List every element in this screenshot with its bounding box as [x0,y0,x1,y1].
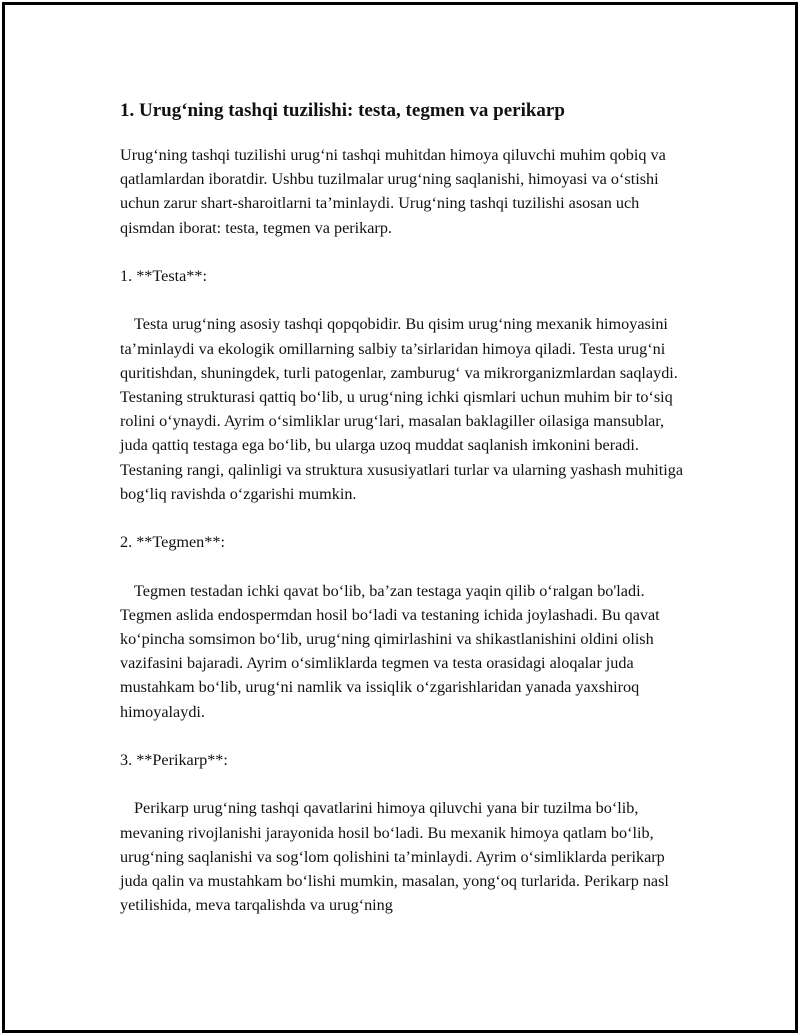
document-title: 1. Urug‘ning tashqi tuzilishi: testa, tegmen va perikarp [120,100,565,121]
section-body-testa [120,312,695,506]
section-body-perikarp [120,796,695,917]
intro-paragraph: Urug‘ning tashqi tuzilishi urug‘ni tashqi muhitdan himoya qiluvchi muhim qobiq va qatlamlardan iboratdir. Ushbu tuzilmalar urug‘ning saqlanishi, himoyasi va o‘stishi uchun zarur shart-sharoitlarni ta’minlaydi. Urug‘ning tashqi tuzilishi asosan uch qismdan iborat: testa, tegmen va perikarp. [120,146,666,237]
spacer [120,554,695,578]
section-heading-perikarp: 3. **Perikarp**: [120,751,228,769]
spacer [120,772,695,796]
spacer [120,506,695,530]
section-text-testa: Testa urug‘ning asosiy tashqi qopqobidir. Bu qisim urug‘ning mexanik himoyasini ta’minlaydi va ekologik omillarning salbiy ta’sirlaridan himoya qiladi. Testa urug‘ni quritishdan, shuningdek, turli patogenlar, zamburug‘ va mikrorganizmlardan saqlaydi. Testaning strukturasi qattiq bo‘lib, u urug‘ning ichki qismlari uchun muhim bir to‘siq rolini o‘ynaydi. Ayrim o‘simliklar urug‘lari, masalan baklagiller oilasiga mansublar, juda qattiq testaga ega bo‘lib, bu ularga uzoq muddat saqlanish imkonini beradi. Testaning rangi, qalinligi va struktura xususiyatlari turlar va ularning yashash muhitiga bog‘liq ravishda o‘zgarishi mumkin. [120,315,684,503]
section-heading-testa: 1. **Testa**: [120,267,207,285]
section-body-tegmen [120,579,695,724]
page-frame [2,2,798,1033]
section-text-perikarp: Perikarp urug‘ning tashqi qavatlarini himoya qiluvchi yana bir tuzilma bo‘lib, mevaning rivojlanishi jarayonida hosil bo‘ladi. Bu mexanik himoya qatlam bo‘lib, urug‘ning saqlanishi va sog‘lom qolishini ta’minlaydi. Ayrim o‘simliklarda perikarp juda qalin va mustahkam bo‘lishi mumkin, masalan, yong‘oq turlarida. Perikarp nasl yetilishida, meva tarqalishda va urug‘ning [120,799,669,915]
section-text-tegmen: Tegmen testadan ichki qavat bo‘lib, ba’zan testaga yaqin qilib o‘ralgan bo'ladi. Tegmen aslida endospermdan hosil bo‘ladi va testaning ichida joylashadi. Bu qavat ko‘pincha somsimon bo‘lib, urug‘ning qimirlashini va shikastlanishini oldini olish vazifasini bajaradi. Ayrim o‘simliklarda tegmen va testa orasidagi aloqalar juda mustahkam bo‘lib, urug‘ni namlik va issiqlik o‘zgarishlaridan yanada yaxshiroq himoyalaydi. [120,581,660,721]
section-heading-tegmen: 2. **Tegmen**: [120,533,225,552]
document-content [120,97,695,917]
spacer [120,240,695,264]
spacer [120,288,695,312]
spacer [120,724,695,748]
